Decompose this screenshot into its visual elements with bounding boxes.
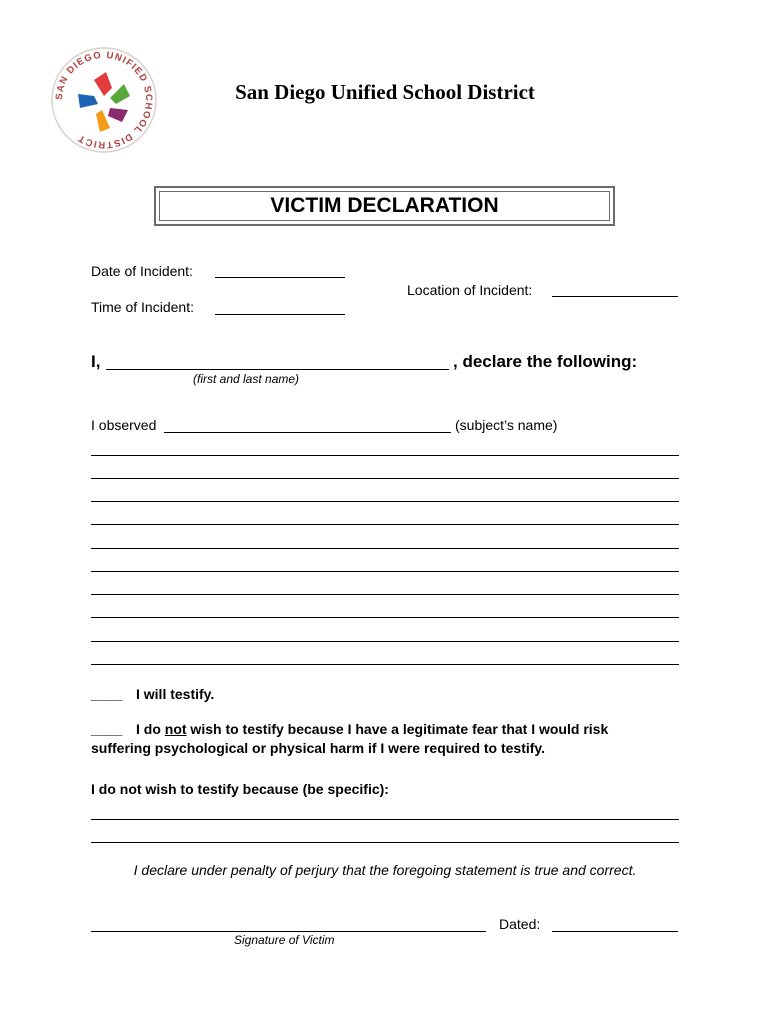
time-label: Time of Incident: [91,299,194,315]
not-testify-blank[interactable]: ____ [91,721,123,737]
statement-line[interactable] [91,548,679,549]
dated-label: Dated: [499,916,541,932]
statement-line[interactable] [91,617,679,618]
will-testify-blank[interactable]: ____ [91,686,123,702]
subject-name-field[interactable] [164,432,451,433]
perjury-statement: I declare under penalty of perjury that the foregoing statement is true and correct. [133,862,637,878]
location-field[interactable] [552,296,678,297]
svg-text:SAN DIEGO UNIFIED SCHOOL DISTR [54,50,154,150]
date-label: Date of Incident: [91,263,193,279]
not-testify-continuation: suffering psychological or physical harm if I were required to testify. [91,740,546,756]
will-testify-label: I will testify. [136,686,215,702]
not-testify-part-a: I do [136,721,165,737]
star-icon [78,72,130,132]
signature-label: Signature of Victim [234,933,335,947]
reason-line[interactable] [91,819,679,820]
statement-line[interactable] [91,641,679,642]
statement-line[interactable] [91,478,679,479]
declarant-name-field[interactable] [106,369,449,370]
title-box [154,186,615,226]
dated-field[interactable] [552,931,678,932]
observed-label: I observed [91,417,157,433]
signature-field[interactable] [91,931,486,932]
reason-label: I do not wish to testify because (be specific): [91,781,389,797]
reason-line[interactable] [91,842,679,843]
statement-line[interactable] [91,455,679,456]
not-testify-part-b: wish to testify because I have a legitimate fear that I would risk [186,721,609,737]
statement-line[interactable] [91,571,679,572]
statement-line[interactable] [91,594,679,595]
district-name: San Diego Unified School District [235,80,535,104]
location-label: Location of Incident: [407,282,533,298]
declare-prefix: I, [91,352,101,371]
subject-hint: (subject’s name) [455,417,558,433]
district-logo [48,44,160,156]
statement-line[interactable] [91,664,679,665]
not-emphasis: not [164,721,187,737]
statement-line[interactable] [91,524,679,525]
statement-line[interactable] [91,501,679,502]
declare-suffix: , declare the following: [453,352,638,371]
name-hint: (first and last name) [193,372,300,386]
not-testify-text [136,721,608,737]
form-title: VICTIM DECLARATION [159,191,610,221]
logo-ring-text: SAN DIEGO UNIFIED SCHOOL DISTRICT [53,49,155,151]
time-field[interactable] [215,314,345,315]
date-field[interactable] [215,277,345,278]
